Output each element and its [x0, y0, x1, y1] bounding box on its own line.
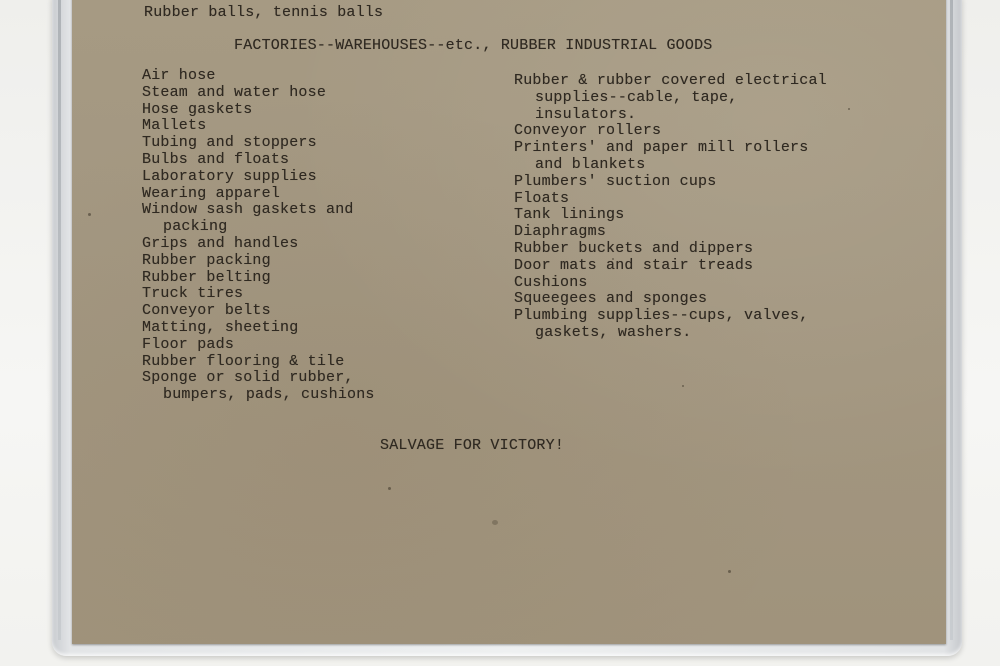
list-item: Steam and water hose [142, 83, 327, 101]
list-item: Rubber packing [142, 251, 271, 269]
closing-slogan: SALVAGE FOR VICTORY! [380, 437, 565, 454]
list-item: Floor pads [142, 335, 235, 353]
list-item: Floats [514, 189, 570, 207]
list-item: Plumbers' suction cups [514, 172, 717, 190]
list-item: Bulbs and floats [142, 150, 290, 168]
list-item: gaskets, washers. [535, 323, 692, 341]
list-item: Conveyor belts [142, 302, 271, 320]
list-item: Squeegees and sponges [514, 290, 708, 308]
list-item: Hose gaskets [142, 100, 253, 118]
list-item: Air hose [142, 67, 216, 84]
list-item: Rubber buckets and dippers [514, 239, 754, 257]
list-item: Sponge or solid rubber, [142, 369, 354, 387]
list-item: bumpers, pads, cushions [163, 386, 375, 404]
sleeve-right-edge [950, 0, 953, 640]
list-item: Printers' and paper mill rollers [514, 139, 809, 157]
list-item: Cushions [514, 273, 588, 291]
list-item: Door mats and stair treads [514, 256, 754, 274]
top-line: Rubber balls, tennis balls [144, 4, 384, 21]
paper-speck [682, 385, 684, 387]
list-item: and blankets [535, 155, 646, 173]
list-item: Rubber & rubber covered electrical [514, 72, 827, 89]
list-item: Rubber belting [142, 268, 271, 286]
list-item: Matting, sheeting [142, 318, 299, 336]
list-item: Tubing and stoppers [142, 134, 317, 152]
list-item: Laboratory supplies [142, 167, 317, 185]
list-item: Truck tires [142, 285, 244, 303]
list-item: Diaphragms [514, 223, 607, 241]
list-item: Grips and handles [142, 234, 299, 252]
right-item-list [514, 73, 827, 342]
list-item: Tank linings [514, 206, 625, 224]
list-item: Rubber flooring & tile [142, 352, 345, 370]
list-item: insulators. [535, 105, 637, 123]
left-item-list [142, 68, 375, 404]
list-item: Plumbing supplies--cups, valves, [514, 307, 809, 325]
paper-speck [492, 520, 498, 525]
sleeve-left-edge [58, 0, 61, 640]
paper-speck [728, 570, 731, 573]
list-item: Wearing apparel [142, 184, 281, 202]
list-item: Conveyor rollers [514, 122, 662, 140]
list-item: supplies--cable, tape, [535, 88, 738, 106]
paper-speck [88, 213, 91, 216]
paper-speck [388, 487, 391, 490]
typed-document-page [72, 0, 946, 644]
list-item: packing [163, 218, 228, 236]
paper-speck [848, 108, 850, 110]
section-heading: FACTORIES--WAREHOUSES--etc., RUBBER INDUSTRIAL GOODS [234, 37, 713, 54]
list-item: Mallets [142, 117, 207, 135]
list-item: Window sash gaskets and [142, 201, 354, 219]
